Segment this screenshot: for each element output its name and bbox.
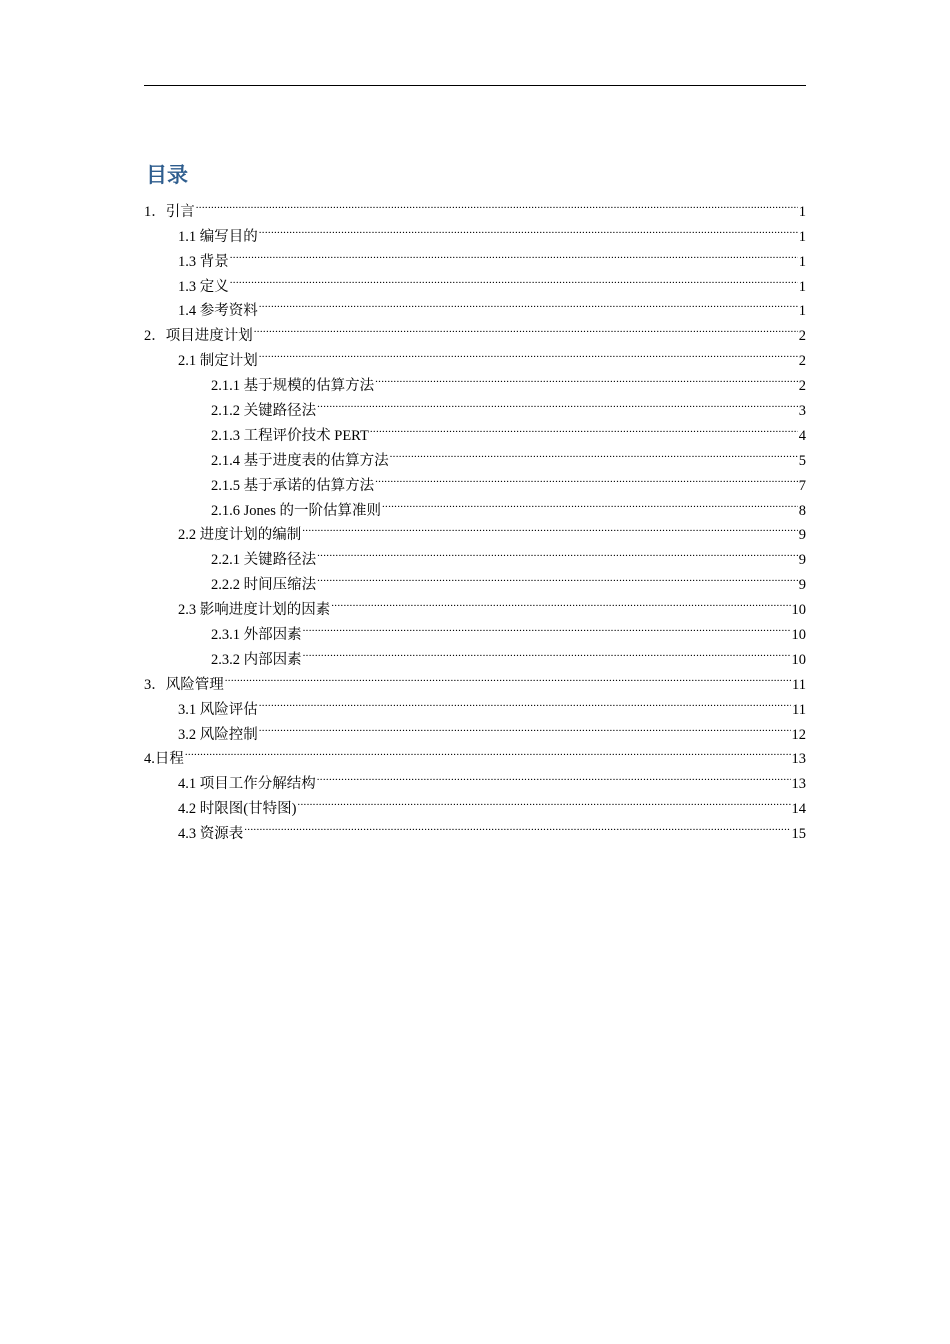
toc-entry[interactable] [144,739,806,768]
toc-entry-page-number: 2 [798,328,806,345]
toc-dot-leader [259,216,798,241]
toc-entry-label: 2.2.2 时间压缩法 [211,577,317,594]
toc-dot-leader [259,689,791,714]
toc-dot-leader [185,739,791,764]
toc-entry-label: 2．项目进度计划 [144,328,253,345]
toc-entry[interactable] [144,291,806,320]
toc-entry-label: 2.3 影响进度计划的因素 [178,602,331,619]
toc-dot-leader [225,664,791,689]
toc-entry-page-number: 1 [798,303,806,320]
toc-entry-page-number: 14 [791,801,806,818]
toc-entry[interactable] [144,689,806,718]
toc-dot-leader [259,340,798,365]
toc-entry-label: 3．风险管理 [144,676,224,693]
toc-entry[interactable] [144,763,806,793]
toc-entry-label: 2.1.1 基于规模的估算方法 [211,378,375,395]
toc-entry[interactable] [144,241,806,270]
toc-dot-leader [244,813,790,838]
toc-dot-leader [254,315,798,340]
toc-entry-label: 2.1 制定计划 [178,353,258,370]
toc-entry-label: 2.1.5 基于承诺的估算方法 [211,477,375,494]
toc-entry-page-number: 3 [798,403,806,420]
toc-entry-label: 2.2 进度计划的编制 [178,527,302,544]
toc-entry-page-number: 15 [791,826,806,843]
toc-entry-page-number: 10 [791,602,806,619]
toc-entry[interactable] [144,266,806,295]
toc-entry[interactable] [144,191,806,220]
toc-entry-label: 3.1 风险评估 [178,701,258,718]
toc-dot-leader [331,589,790,614]
toc-entry-page-number: 2 [798,378,806,395]
toc-dot-leader [375,465,798,490]
toc-entry-page-number: 10 [791,651,806,668]
toc-title: 目录 [146,163,188,187]
toc-dot-leader [259,714,791,739]
toc-dot-leader [317,390,798,415]
toc-entry-label: 2.2.1 关键路径法 [211,552,317,569]
toc-dot-leader [230,241,798,266]
toc-entry-label: 4.1 项目工作分解结构 [178,776,316,793]
toc-entry-label: 4.2 时限图(甘特图) [178,801,297,818]
toc-entry-page-number: 4 [798,427,806,444]
toc-entry-page-number: 2 [798,353,806,370]
toc-entry-label: 4.3 资源表 [178,826,244,843]
toc-entry-page-number: 11 [792,701,806,718]
toc-dot-leader [297,788,790,813]
toc-entry-page-number: 9 [798,527,806,544]
toc-entry-label: 3.2 风险控制 [178,726,258,743]
toc-entry-label: 2.1.3 工程评价技术 PERT [211,427,369,444]
toc-dot-leader [303,639,791,664]
toc-dot-leader [196,191,798,216]
toc-dot-leader [317,564,798,589]
toc-entry-page-number: 1 [798,253,806,270]
toc-dot-leader [302,515,798,540]
table-of-contents [144,191,806,843]
toc-entry-page-number: 13 [791,751,806,768]
toc-entry-label: 1.3 定义 [178,278,229,295]
toc-entry-label: 2.1.6 Jones 的一阶估算准则 [211,502,381,519]
toc-entry-label: 1.4 参考资料 [178,303,258,320]
toc-entry-label: 4.日程 [144,751,184,768]
toc-entry[interactable] [144,813,806,843]
toc-dot-leader [303,614,791,639]
toc-entry-label: 2.3.2 内部因素 [211,651,302,668]
toc-dot-leader [230,266,798,291]
toc-dot-leader [259,291,798,316]
toc-dot-leader [317,539,798,564]
toc-entry-page-number: 13 [791,776,806,793]
toc-entry-page-number: 5 [798,452,806,469]
toc-entry-page-number: 10 [791,627,806,644]
toc-entry-page-number: 1 [798,228,806,245]
toc-entry-page-number: 1 [798,203,806,220]
toc-entry-page-number: 9 [798,552,806,569]
toc-dot-leader [370,415,798,440]
toc-entry-label: 2.3.1 外部因素 [211,627,302,644]
toc-entry-label: 1.3 背景 [178,253,229,270]
toc-entry-label: 1．引言 [144,203,195,220]
toc-entry-page-number: 12 [791,726,806,743]
toc-dot-leader [390,440,798,465]
toc-dot-leader [375,365,798,390]
toc-entry-page-number: 7 [798,477,806,494]
toc-entry[interactable] [144,664,806,693]
toc-entry-label: 1.1 编写目的 [178,228,258,245]
toc-entry-page-number: 11 [792,676,806,693]
toc-entry-label: 2.1.2 关键路径法 [211,403,317,420]
toc-entry-page-number: 1 [798,278,806,295]
toc-entry-page-number: 8 [798,502,806,519]
toc-dot-leader [382,490,798,515]
header-rule [144,85,806,86]
toc-entry-page-number: 9 [798,577,806,594]
toc-entry-label: 2.1.4 基于进度表的估算方法 [211,452,389,469]
toc-entry[interactable] [144,216,806,245]
toc-dot-leader [317,763,791,788]
